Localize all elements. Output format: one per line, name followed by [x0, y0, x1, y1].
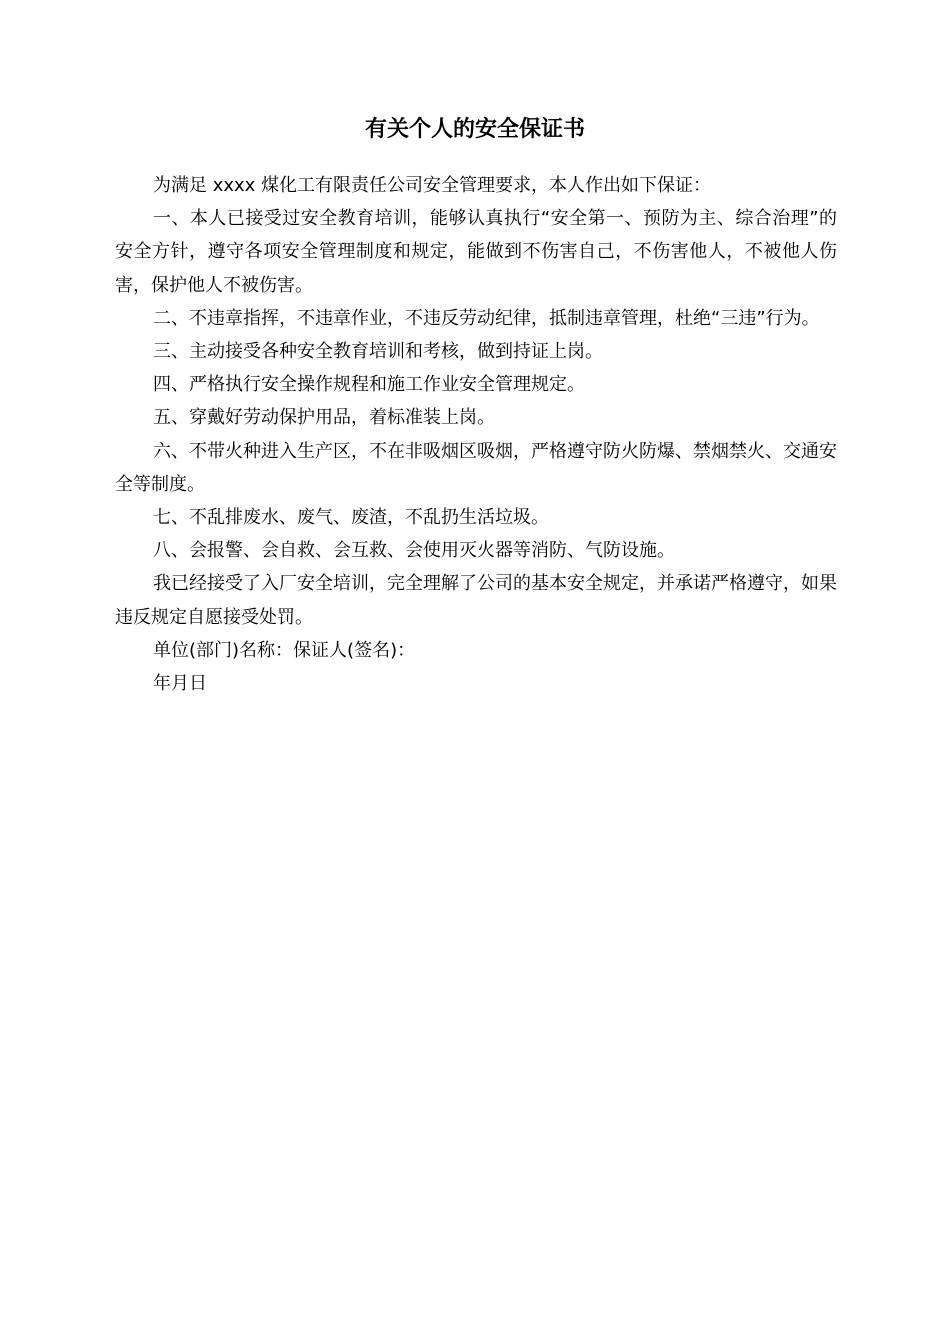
- commitment-paragraph: 我已经接受了入厂安全培训，完全理解了公司的基本安全规定，并承诺严格遵守，如果违反规定自愿接受处罚。: [115, 573, 837, 628]
- intro-paragraph: 为满足 xxxx 煤化工有限责任公司安全管理要求，本人作出如下保证：: [153, 175, 712, 196]
- pledge-item-1: 一、本人已接受过安全教育培训，能够认真执行“安全第一、预防为主、综合治理”的安全方针，遵守各项安全管理制度和规定，能做到不伤害自己，不伤害他人，不被他人伤害，保护他人不被伤害。: [115, 208, 837, 296]
- date-line: 年月日: [153, 673, 207, 695]
- pledge-item-8: 八、会报警、会自救、会互救、会使用灭火器等消防、气防设施。: [153, 540, 675, 562]
- signature-line: 单位(部门)名称：保证人(签名)：: [153, 639, 416, 661]
- pledge-item-6: 六、不带火种进入生产区，不在非吸烟区吸烟，严格遵守防火防爆、禁烟禁火、交通安全等制度。: [115, 440, 837, 495]
- pledge-item-4: 四、严格执行安全操作规程和施工作业安全管理规定。: [153, 374, 585, 396]
- document-title: 有关个人的安全保证书: [364, 117, 585, 142]
- pledge-item-7: 七、不乱排废水、废气、废渣，不乱扔生活垃圾。: [153, 507, 549, 529]
- pledge-item-3: 三、主动接受各种安全教育培训和考核，做到持证上岗。: [153, 341, 603, 363]
- document-body: [115, 169, 837, 700]
- pledge-item-2: 二、不违章指挥，不违章作业，不违反劳动纪律，抵制违章管理，杜绝“三违”行为。: [153, 307, 820, 329]
- pledge-item-5: 五、穿戴好劳动保护用品，着标准装上岗。: [153, 407, 495, 429]
